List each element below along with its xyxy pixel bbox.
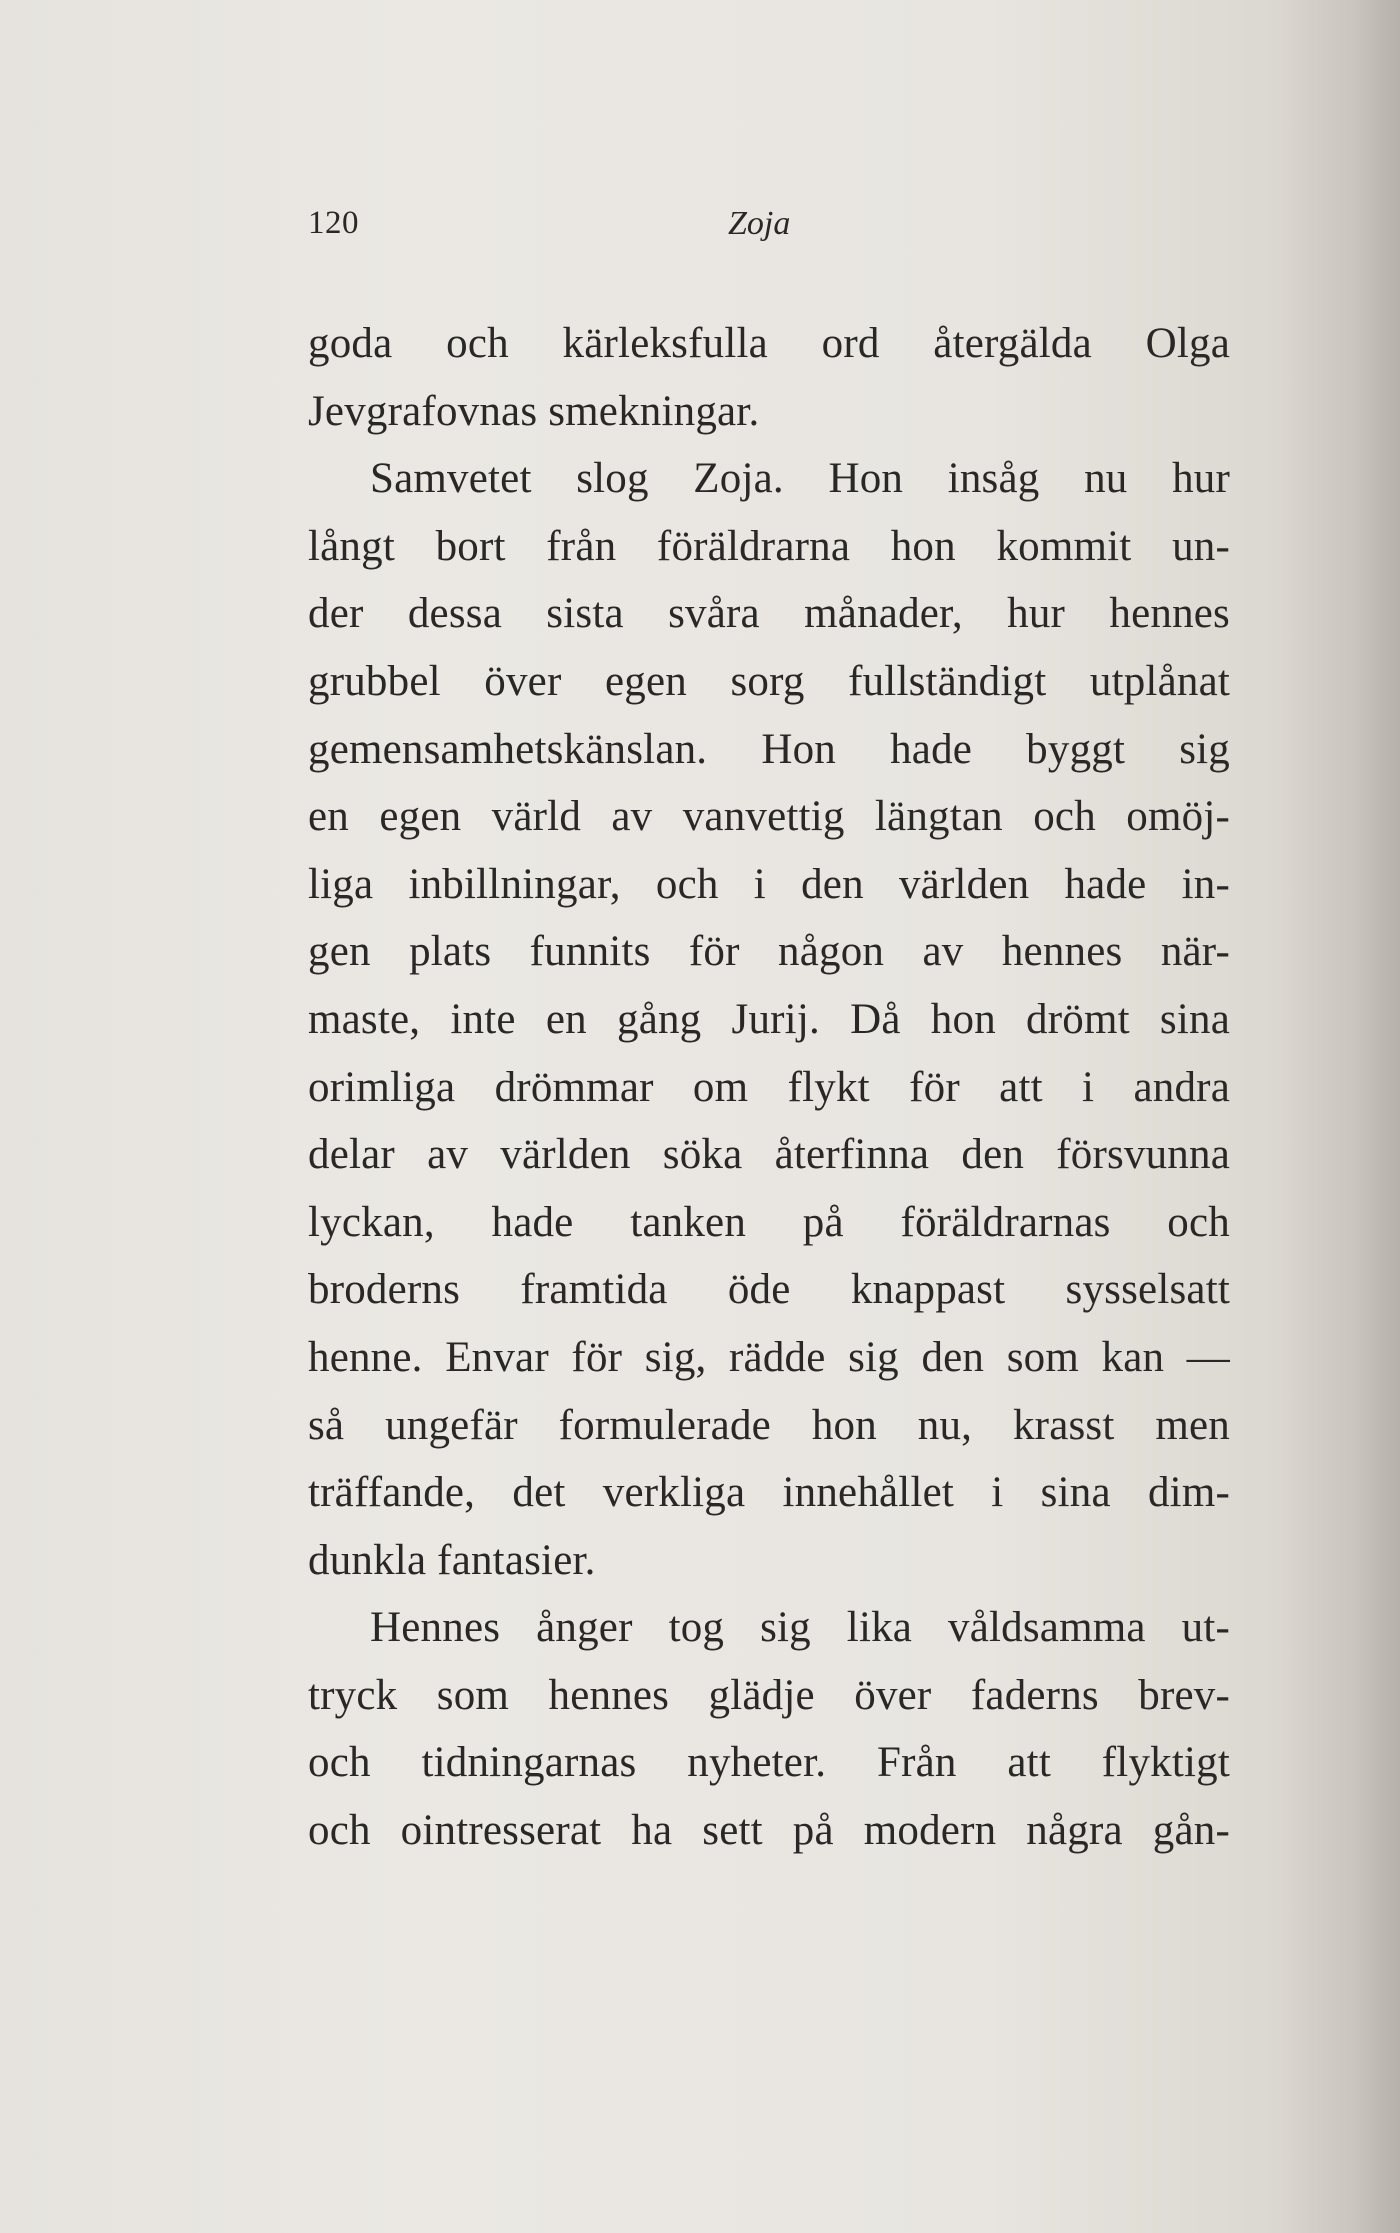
body-text: [308, 310, 1230, 1865]
text-line: Jevgrafovnas smekningar.: [308, 387, 760, 435]
text-line: gen plats funnits för någon av hennes när-: [308, 928, 1230, 976]
text-line: så ungefär formulerade hon nu, krasst men: [308, 1401, 1230, 1449]
text-line: henne. Envar för sig, rädde sig den som kan —: [308, 1333, 1230, 1381]
page-header: [308, 205, 1208, 255]
text-line: en egen värld av vanvettig längtan och omöj-: [308, 793, 1230, 841]
text-line: broderns framtida öde knappast sysselsatt: [308, 1266, 1230, 1314]
text-line: och tidningarnas nyheter. Från att flyktigt: [308, 1739, 1230, 1787]
text-line: Samvetet slog Zoja. Hon insåg nu hur: [370, 455, 1230, 503]
text-line: och ointresserat ha sett på modern några gån-: [308, 1807, 1230, 1855]
running-title: Zoja: [728, 205, 791, 242]
text-line: der dessa sista svåra månader, hur hennes: [308, 590, 1230, 638]
text-line: goda och kärleksfulla ord återgälda Olga: [308, 320, 1230, 367]
text-line: långt bort från föräldrarna hon kommit un-: [308, 522, 1230, 570]
text-line: liga inbillningar, och i den världen hade in-: [308, 860, 1230, 908]
text-line: Hennes ånger tog sig lika våldsamma ut-: [370, 1604, 1230, 1652]
text-line: delar av världen söka återfinna den försvunna: [308, 1131, 1230, 1179]
text-line: träffande, det verkliga innehållet i sina dim-: [308, 1469, 1230, 1517]
text-line: grubbel över egen sorg fullständigt utplånat: [308, 657, 1230, 705]
text-line: maste, inte en gång Jurij. Då hon drömt sina: [308, 995, 1230, 1043]
text-line: gemensamhetskänslan. Hon hade byggt sig: [308, 725, 1230, 773]
page-edge-shadow: [1280, 0, 1400, 2233]
text-line: orimliga drömmar om flykt för att i andra: [308, 1063, 1230, 1111]
text-line: tryck som hennes glädje över faderns brev-: [308, 1671, 1230, 1719]
page-number: 120: [308, 205, 359, 241]
text-line: dunkla fantasier.: [308, 1536, 596, 1584]
text-line: lyckan, hade tanken på föräldrarnas och: [308, 1198, 1230, 1246]
